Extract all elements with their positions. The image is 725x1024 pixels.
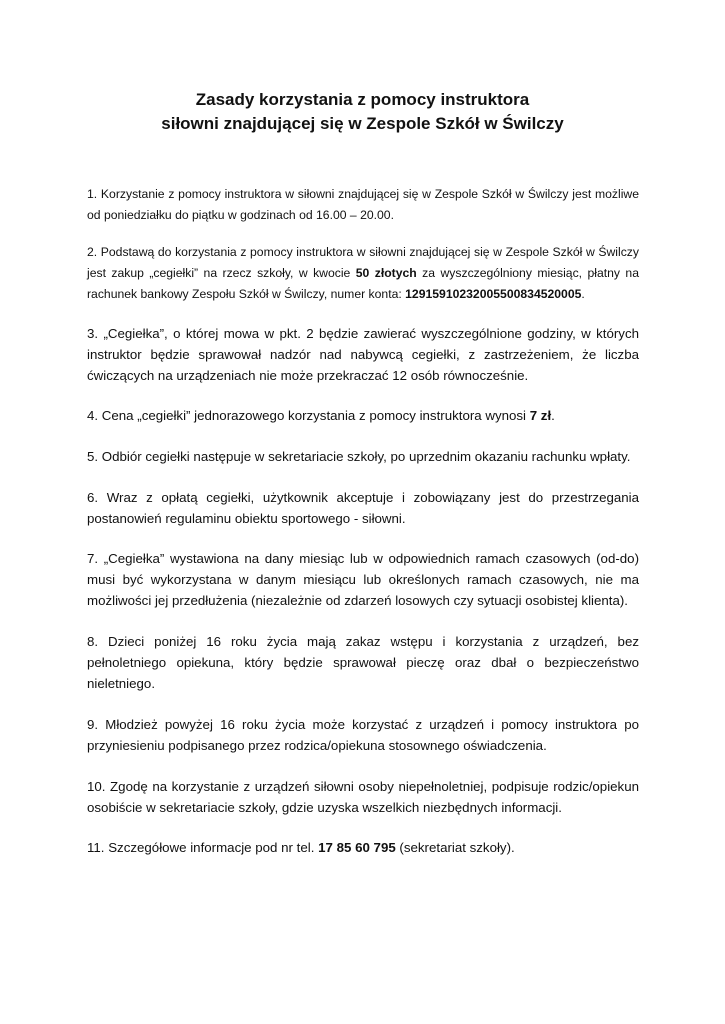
rule-2-text-c: . <box>581 287 585 301</box>
rule-11-text-a: 11. Szczegółowe informacje pod nr tel. <box>87 840 319 855</box>
rule-4-price: 7 zł <box>529 408 552 423</box>
rule-4-text-a: 4. Cena „cegiełki” jednorazowego korzystania z pomocy instruktora wynosi <box>87 408 530 423</box>
rule-11-text-b: (sekretariat szkoły). <box>395 840 515 855</box>
rule-11-phone: 17 85 60 795 <box>318 840 396 855</box>
rule-10: 10. Zgodę na korzystanie z urządzeń siłowni osoby niepełnoletniej, podpisuje rodzic/opiekun osobiście w sekretariacie szkoły, gdzie uzyska wszelkich niezbędnych informacji. <box>87 779 639 815</box>
rule-5: 5. Odbiór cegiełki następuje w sekretariacie szkoły, po uprzednim okazaniu rachunku wpłaty. <box>87 449 631 464</box>
rule-4 <box>87 405 639 426</box>
rule-11 <box>87 837 639 858</box>
title-line-2: siłowni znajdującej się w Zespole Szkół w Świlczy <box>161 114 564 133</box>
rule-2 <box>87 242 639 305</box>
rule-2-amount: 50 złotych <box>355 266 417 280</box>
title-line-1: Zasady korzystania z pomocy instruktora <box>195 90 530 109</box>
document-title <box>0 88 725 136</box>
rule-2-text-a: 2. Podstawą do korzystania z pomocy instruktora w siłowni znajdującej się w Zespole Szkół w Świlczy jest zakup „cegiełki” na rzecz szkoły, w kwocie <box>87 245 639 280</box>
rule-8: 8. Dzieci poniżej 16 roku życia mają zakaz wstępu i korzystania z urządzeń, bez pełnoletniego opiekuna, który będzie sprawował pieczę oraz dbał o bezpieczeństwo nieletniego. <box>87 634 639 691</box>
rule-9: 9. Młodzież powyżej 16 roku życia może korzystać z urządzeń i pomocy instruktora po przyniesieniu podpisanego przez rodzica/opiekuna stosownego oświadczenia. <box>87 717 639 753</box>
rule-2-account-number: 12915910232005500834520005 <box>405 287 582 301</box>
rule-2-text-b: za wyszczególniony miesiąc, płatny na rachunek bankowy Zespołu Szkół w Świlczy, numer konta: <box>87 266 639 301</box>
rules-list <box>87 184 639 858</box>
rule-1: 1. Korzystanie z pomocy instruktora w siłowni znajdującej się w Zespole Szkół w Świlczy jest możliwe od poniedziałku do piątku w godzinach od 16.00 – 20.00. <box>87 187 639 222</box>
rule-7: 7. „Cegiełka” wystawiona na dany miesiąc lub w odpowiednich ramach czasowych (od-do) musi być wykorzystana w danym miesiącu lub określonych ramach czasowych, nie ma możliwości jej przedłużenia (niezależnie od zdarzeń losowych czy sytuacji osobistej klienta). <box>87 551 639 608</box>
rule-3: 3. „Cegiełka”, o której mowa w pkt. 2 będzie zawierać wyszczególnione godziny, w których instruktor będzie sprawował nadzór nad nabywcą cegiełki, z zastrzeżeniem, że liczba ćwiczących na urządzeniach nie może przekraczać 12 osób równocześnie. <box>87 326 639 383</box>
rule-4-text-b: . <box>551 408 555 423</box>
rule-6: 6. Wraz z opłatą cegiełki, użytkownik akceptuje i zobowiązany jest do przestrzegania postanowień regulaminu obiektu sportowego - siłowni. <box>87 490 639 526</box>
